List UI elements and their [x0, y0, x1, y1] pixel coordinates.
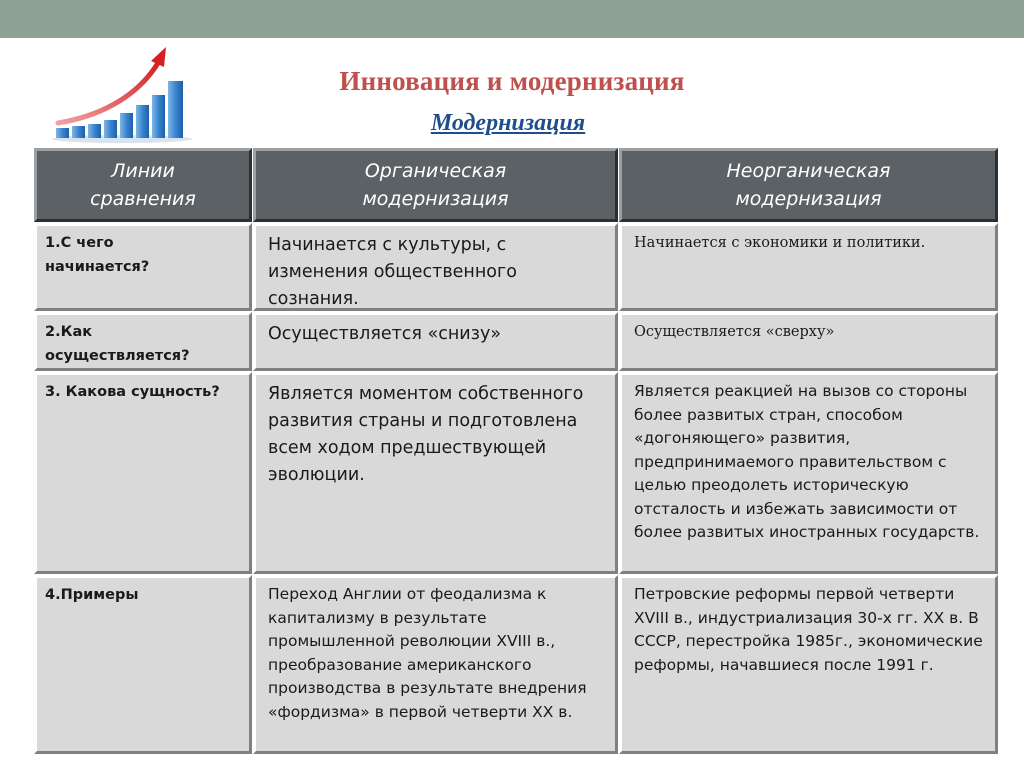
inorganic-cell: Осуществляется «сверху» — [619, 312, 998, 371]
inorganic-cell: Петровские реформы первой четверти XVIII в., индустриализация 30-х гг. XX в. В СССР, перестройка 1985г., экономические реформы, начавшиеся после 1991 г. — [619, 575, 998, 754]
table-header-row — [34, 148, 998, 222]
table-row — [34, 312, 998, 371]
column-header-organic: Органическая модернизация — [253, 148, 618, 222]
row-question: 3. Какова сущность? — [34, 372, 252, 574]
inorganic-cell: Начинается с экономики и политики. — [619, 223, 998, 311]
row-question: 1.С чего начинается? — [34, 223, 252, 311]
table-row — [34, 223, 998, 311]
organic-cell: Начинается с культуры, с изменения общественного сознания. — [253, 223, 618, 311]
organic-cell: Является моментом собственного развития страны и подготовлена всем ходом предшествующей эволюции. — [253, 372, 618, 574]
row-question: 2.Как осуществляется? — [34, 312, 252, 371]
inorganic-cell: Является реакцией на вызов со стороны более развитых стран, способом «догоняющего» развития, предпринимаемого правительством с целью преодолеть историческую отсталость и избежать зависимости от более развитых иностранных государств. — [619, 372, 998, 574]
row-question: 4.Примеры — [34, 575, 252, 754]
top-bar — [0, 0, 1024, 38]
organic-cell: Осуществляется «снизу» — [253, 312, 618, 371]
column-header-inorganic: Неорганическая модернизация — [619, 148, 998, 222]
page-subtitle: Модернизация — [430, 110, 586, 136]
column-header-comparison: Линии сравнения — [34, 148, 252, 222]
page-title: Инновация и модернизация — [339, 66, 685, 96]
organic-cell: Переход Англии от феодализма к капитализму в результате промышленной революции XVIII в., преобразование американского производства в результате внедрения «фордизма» в первой четверти XX в. — [253, 575, 618, 754]
comparison-table — [34, 148, 998, 754]
table-row — [34, 575, 998, 754]
table-row — [34, 372, 998, 574]
